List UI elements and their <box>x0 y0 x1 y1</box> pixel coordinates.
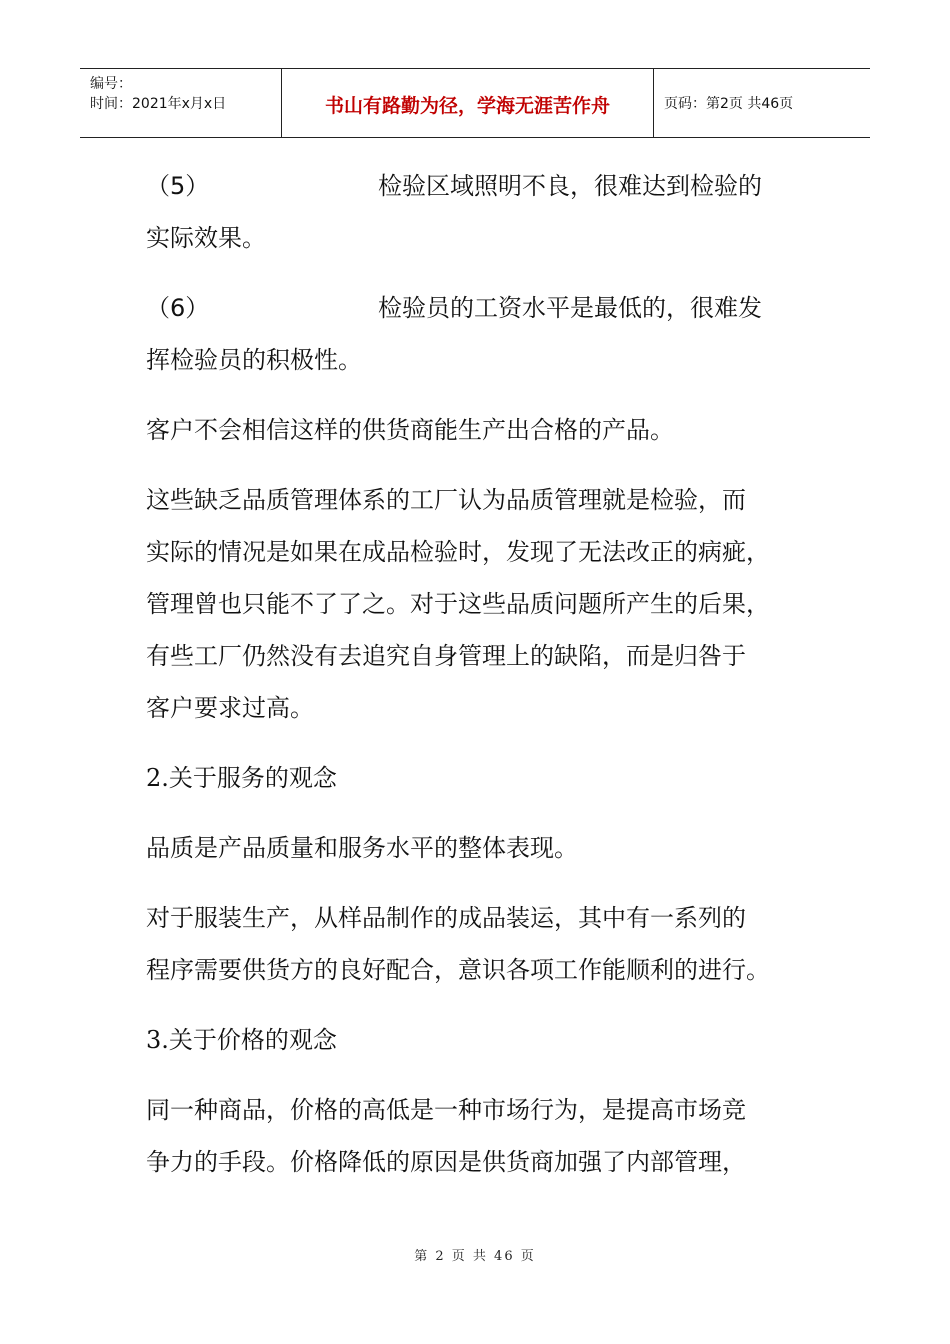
page-header <box>80 68 870 138</box>
paragraph: 客户不会相信这样的供货商能生产出合格的产品。 <box>146 416 674 444</box>
item-text-continued: 挥检验员的积极性。 <box>146 346 362 374</box>
page-footer: 第 2 页 共 46 页 <box>414 1249 536 1264</box>
item-text: 检验员的工资水平是最低的，很难发 <box>378 294 762 322</box>
header-motto-cell <box>282 69 654 137</box>
code-label: 编号： <box>90 76 132 92</box>
paragraph-item-5 <box>146 160 806 264</box>
paragraph: 品质是产品质量和服务水平的整体表现。 <box>146 834 578 862</box>
item-number: （5） <box>146 172 210 200</box>
date-label: 时间：2021年x月x日 <box>90 96 227 112</box>
paragraph: 同一种商品，价格的高低是一种市场行为，是提高市场竞 争力的手段。价格降低的原因是供货商加强了内部管理， <box>146 1096 746 1176</box>
paragraph-item-6 <box>146 282 806 386</box>
item-text-continued: 实际效果。 <box>146 224 266 252</box>
header-meta-cell <box>80 69 282 137</box>
item-text: 检验区域照明不良，很难达到检验的 <box>378 172 762 200</box>
header-page-cell <box>654 69 870 137</box>
page-info: 页码：第2页 共46页 <box>664 96 794 112</box>
document-body <box>146 160 806 1206</box>
paragraph: 这些缺乏品质管理体系的工厂认为品质管理就是检验，而 实际的情况是如果在成品检验时，发现了无法改正的病疵， 管理曾也只能不了了之。对于这些品质问题所产生的后果， 有些工厂仍然没有去追究自身管理上的缺陷，而是归咎于 客户要求过高。 <box>146 486 770 722</box>
section-heading: 2.关于服务的观念 <box>146 764 337 792</box>
motto: 书山有路勤为径，学海无涯苦作舟 <box>324 95 610 117</box>
item-number: （6） <box>146 294 210 322</box>
paragraph: 对于服装生产，从样品制作的成品装运，其中有一系列的 程序需要供货方的良好配合，意识各项工作能顺利的进行。 <box>146 904 770 984</box>
section-heading: 3.关于价格的观念 <box>146 1026 337 1054</box>
